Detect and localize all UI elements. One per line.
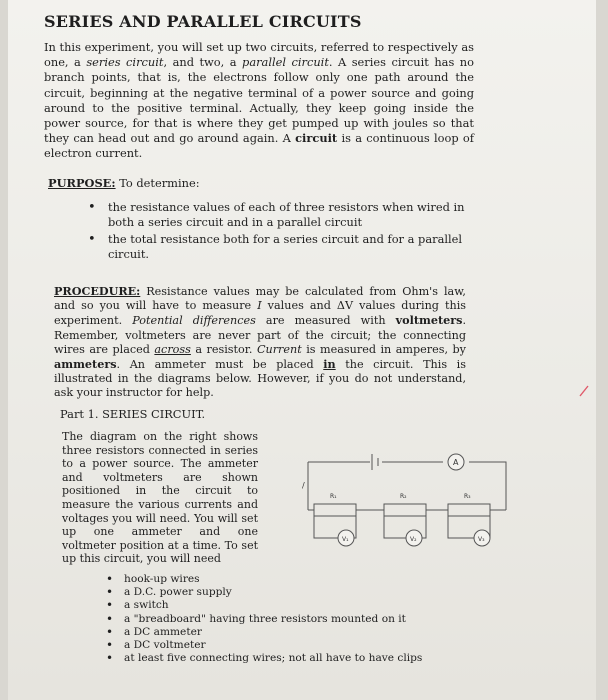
list-item: • a DC ammeter	[106, 626, 466, 639]
purpose-list	[88, 200, 478, 264]
voltmeter-label: V₃	[478, 536, 485, 543]
pen-mark-stroke	[580, 386, 588, 396]
list-item: • a switch	[106, 599, 466, 612]
list-item: • a DC voltmeter	[106, 639, 466, 652]
list-item: • a D.C. power supply	[106, 586, 466, 599]
switch-label: /	[302, 481, 305, 490]
intro-paragraph: In this experiment, you will set up two circuits, referred to respectively as one, a series circuit, and two, a parallel circuit. A series circuit has no branch points, that is, the electrons follow only one path around the circuit, beginning at the negative terminal of a power source and going around to the positive terminal. Actually, they keep going inside the power source, for that is where they get pumped up with joules so that they can head out and go around again. A circuit is a continuous loop of electron current.	[44, 40, 474, 161]
resistor-label: R₁	[330, 493, 337, 500]
resistor-label: R₃	[464, 493, 471, 500]
purpose-heading: PURPOSE: To determine:	[48, 176, 200, 190]
part1-heading: Part 1. SERIES CIRCUIT.	[60, 407, 206, 421]
purpose-label: PURPOSE:	[48, 176, 116, 190]
parallel-circuit-term: parallel circuit	[242, 55, 329, 70]
page-title: SERIES AND PARALLEL CIRCUITS	[44, 12, 362, 31]
pen-mark-icon	[578, 384, 590, 398]
voltmeter-label: V₂	[410, 536, 417, 543]
resistor-2-icon	[384, 504, 426, 516]
series-circuit-diagram	[298, 446, 516, 558]
document-page	[8, 0, 596, 700]
list-item: • a "breadboard" having three resistors mounted on it	[106, 613, 466, 626]
ammeter-label: A	[453, 458, 459, 467]
procedure-label: PROCEDURE:	[54, 284, 141, 298]
circuit-wire	[308, 462, 506, 510]
voltmeter-label: V₁	[342, 536, 349, 543]
equipment-list	[106, 573, 466, 665]
resistor-3-icon	[448, 504, 490, 516]
list-item: • hook-up wires	[106, 573, 466, 586]
circuit-term: circuit	[295, 131, 338, 146]
list-item: • the total resistance both for a series circuit and for a parallel circuit.	[88, 232, 478, 262]
series-circuit-term: series circuit	[86, 55, 164, 70]
resistor-label: R₂	[400, 493, 407, 500]
part1-description: The diagram on the right shows three resistors connected in series to a power source. The ammeter and voltmeters are shown positioned in the circuit to measure the various currents and voltages you will need. You will set up one ammeter and one voltmeter position at a time. To set up this circuit, you will need	[62, 430, 258, 566]
list-item: • at least five connecting wires; not all have to have clips	[106, 652, 466, 665]
resistor-1-icon	[314, 504, 356, 516]
list-item: • the resistance values of each of three resistors when wired in both a series circuit and in a parallel circuit	[88, 200, 478, 230]
procedure-paragraph: PROCEDURE: Resistance values may be calculated from Ohm's law, and so you will have to measure I values and ΔV values during this experiment. Potential differences are measured with voltmeters. Remember, voltmeters are never part of the circuit; the connecting wires are placed across a resistor. Current is measured in amperes, by ammeters. An ammeter must be placed in the circuit. This is illustrated in the diagrams below. However, if you do not understand, ask your instructor for help.	[54, 284, 467, 400]
